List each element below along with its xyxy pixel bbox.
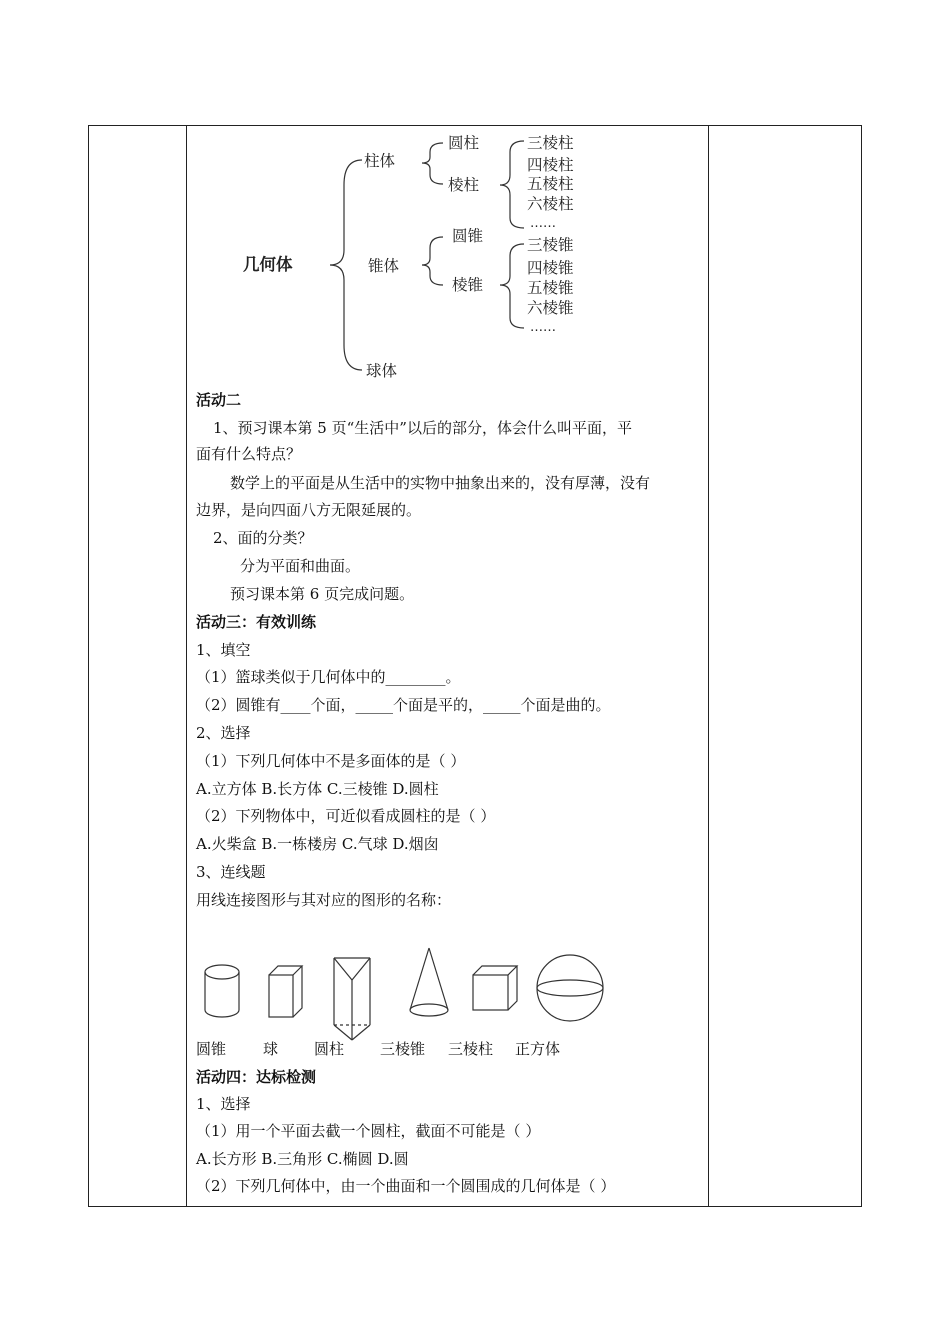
- activity3-choice2: （2）下列物体中，可近似看成圆柱的是（ ）: [196, 807, 496, 825]
- brace-prisms: [500, 141, 524, 228]
- brace-zhuti: [422, 143, 443, 184]
- activity4-heading: 活动四：达标检测: [196, 1068, 317, 1086]
- activity3-heading: 活动三：有效训练: [196, 613, 317, 631]
- brace-root: [330, 160, 362, 370]
- activity4-choice2: （2）下列几何体中，由一个曲面和一个圆围成的几何体是（ ）: [196, 1177, 616, 1195]
- tree-pyramid-item: 四棱锥: [527, 259, 574, 277]
- activity2-note: 预习课本第 6 页完成问题。: [230, 585, 415, 603]
- tree-pyramid-item: 六棱锥: [527, 299, 574, 317]
- shape-name: 正方体: [515, 1040, 561, 1058]
- tree-zhuiti-label: 锥体: [368, 257, 400, 275]
- tree-qiuti-label: 球体: [366, 362, 398, 380]
- activity2-a1-line1: 数学上的平面是从生活中的实物中抽象出来的，没有厚薄，没有: [230, 474, 651, 492]
- tree-prism-item: 三棱柱: [527, 134, 574, 152]
- brace-pyramids: [500, 244, 524, 328]
- activity3-fill2: （2）圆锥有____个面，_____个面是平的，_____个面是曲的。: [196, 696, 611, 714]
- brace-zhuiti: [422, 237, 443, 285]
- tree-prism-item: 四棱柱: [527, 156, 574, 174]
- tree-braces: [0, 0, 950, 400]
- activity3-section1: 1、填空: [196, 641, 251, 659]
- shape-name: 三棱柱: [448, 1040, 494, 1058]
- tree-pyramid-ellipsis: ……: [530, 320, 556, 335]
- activity3-section2: 2、选择: [196, 724, 251, 742]
- activity2-a1-line2: 边界，是向四面八方无限延展的。: [196, 501, 422, 519]
- activity2-q1-line2: 面有什么特点？: [196, 445, 302, 463]
- tree-yuanzhu-label: 圆柱: [448, 134, 480, 152]
- activity2-q1-line1: 1、预习课本第 5 页“生活中”以后的部分，体会什么叫平面，平: [213, 419, 632, 437]
- activity2-q2: 2、面的分类？: [213, 529, 313, 547]
- activity3-fill1: （1）篮球类似于几何体中的________。: [196, 668, 461, 686]
- activity3-choice1: （1）下列几何体中不是多面体的是（ ）: [196, 752, 466, 770]
- activity4-section1: 1、选择: [196, 1095, 251, 1113]
- activity3-choice1-options: A.立方体 B.长方体 C.三棱锥 D.圆柱: [196, 780, 439, 798]
- tree-prism-item: 六棱柱: [527, 195, 574, 213]
- activity3-section3-desc: 用线连接图形与其对应的图形的名称：: [196, 891, 452, 909]
- activity2-heading: 活动二: [196, 391, 242, 409]
- tree-pyramid-item: 三棱锥: [527, 236, 574, 254]
- shape-name: 三棱锥: [380, 1040, 426, 1058]
- shape-name: 圆柱: [314, 1040, 345, 1058]
- tree-zhuti-label: 柱体: [364, 152, 396, 170]
- tree-pyramid-item: 五棱锥: [527, 279, 574, 297]
- tree-yuanzhui-label: 圆锥: [452, 227, 484, 245]
- tree-root-label: 几何体: [243, 255, 293, 274]
- activity2-a2: 分为平面和曲面。: [240, 557, 361, 575]
- tree-lengzhui-label: 棱锥: [452, 276, 484, 294]
- activity3-section3: 3、连线题: [196, 863, 266, 881]
- activity3-choice2-options: A.火柴盒 B.一栋楼房 C.气球 D.烟囱: [196, 835, 439, 853]
- activity4-choice1: （1）用一个平面去截一个圆柱，截面不可能是（ ）: [196, 1122, 541, 1140]
- activity4-choice1-options: A.长方形 B.三角形 C.椭圆 D.圆: [196, 1150, 409, 1168]
- shape-name: 圆锥: [196, 1040, 227, 1058]
- shape-name: 球: [263, 1040, 279, 1058]
- tree-lengzhu-label: 棱柱: [448, 176, 480, 194]
- tree-prism-item: 五棱柱: [527, 175, 574, 193]
- tree-prism-ellipsis: ……: [530, 216, 556, 231]
